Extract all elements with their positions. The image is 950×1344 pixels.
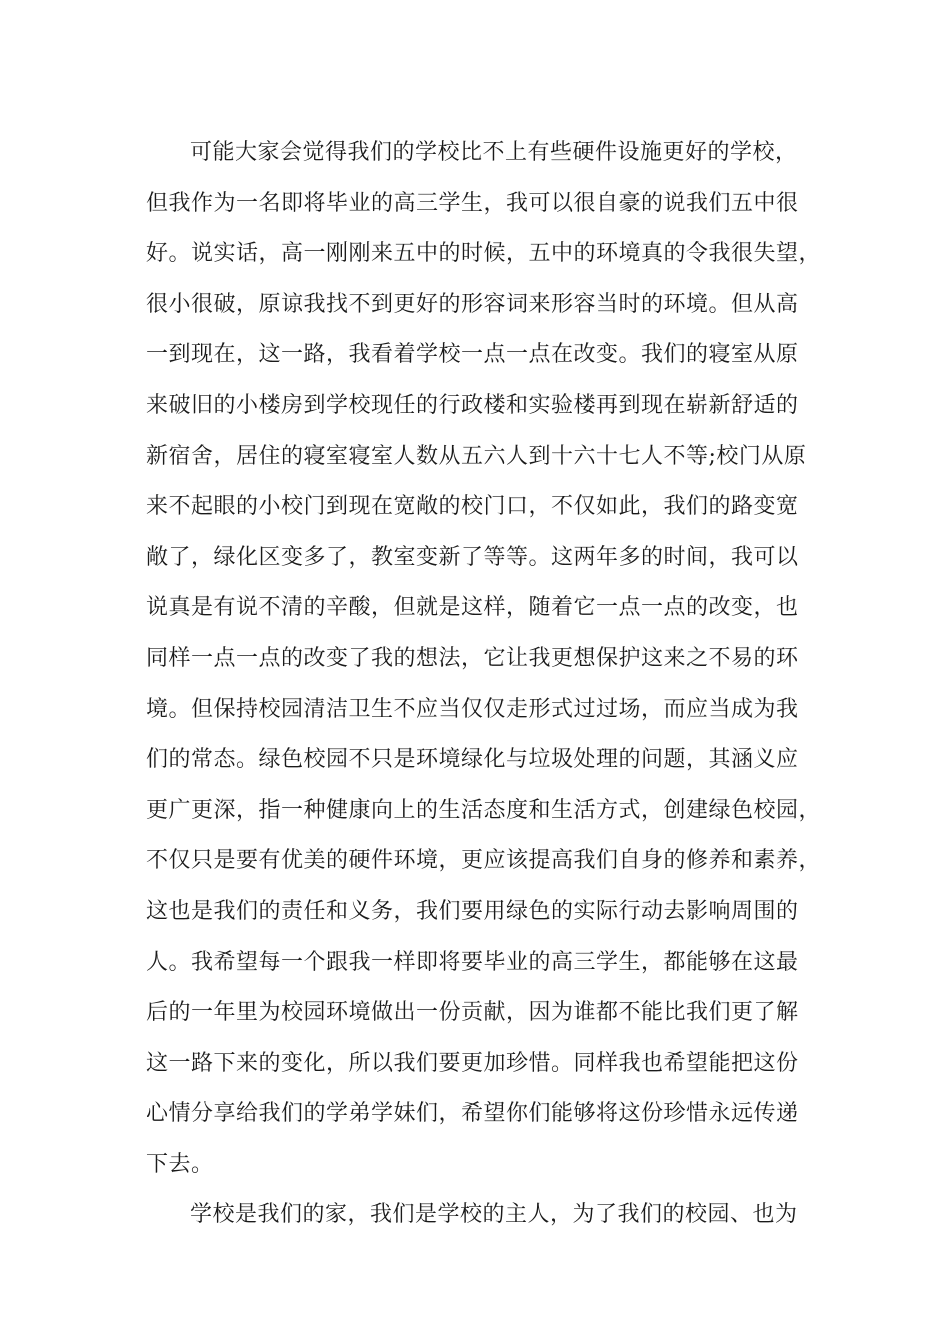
text-line: 境。但保持校园清洁卫生不应当仅仅走形式过过场，而应当成为我: [146, 696, 799, 722]
text-line: 同样一点一点的改变了我的想法，它让我更想保护这来之不易的环: [146, 645, 799, 671]
text-line: 一到现在，这一路，我看着学校一点一点在改变。我们的寝室从原: [146, 342, 799, 368]
text-line: 很小很破，原谅我找不到更好的形容词来形容当时的环境。但从高: [146, 291, 799, 317]
text-line: 人。我希望每一个跟我一样即将要毕业的高三学生，都能够在这最: [146, 949, 799, 975]
text-line: 不仅只是要有优美的硬件环境，更应该提高我们自身的修养和素养，: [146, 848, 822, 874]
text-line: 但我作为一名即将毕业的高三学生，我可以很自豪的说我们五中很: [146, 190, 799, 216]
body-text: [146, 128, 826, 1241]
text-line: 说真是有说不清的辛酸，但就是这样，随着它一点一点的改变，也: [146, 595, 799, 621]
text-line: 们的常态。绿色校园不只是环境绿化与垃圾处理的问题，其涵义应: [146, 747, 799, 773]
text-line: 好。说实话，高一刚刚来五中的时候，五中的环境真的令我很失望，: [146, 241, 822, 267]
text-line: 敞了，绿化区变多了，教室变新了等等。这两年多的时间，我可以: [146, 544, 799, 570]
text-line: 可能大家会觉得我们的学校比不上有些硬件设施更好的学校，: [190, 140, 798, 165]
text-line: 来破旧的小楼房到学校现任的行政楼和实验楼再到现在崭新舒适的: [146, 392, 799, 418]
text-line: 更广更深，指一种健康向上的生活态度和生活方式，创建绿色校园，: [146, 797, 822, 823]
text-line: 新宿舍，居住的寝室寝室人数从五六人到十六十七人不等;校门从原: [146, 443, 807, 469]
text-line: 来不起眼的小校门到现在宽敞的校门口，不仅如此，我们的路变宽: [146, 494, 799, 520]
text-line: 下去。: [146, 1151, 214, 1177]
text-line: 心情分享给我们的学弟学妹们，希望你们能够将这份珍惜永远传递: [146, 1101, 799, 1127]
text-line: 这一路下来的变化，所以我们要更加珍惜。同样我也希望能把这份: [146, 1050, 799, 1076]
text-line: 学校是我们的家，我们是学校的主人，为了我们的校园、也为: [190, 1202, 798, 1228]
text-line: 这也是我们的责任和义务，我们要用绿色的实际行动去影响周围的: [146, 898, 799, 924]
text-line: 后的一年里为校园环境做出一份贡献，因为谁都不能比我们更了解: [146, 1000, 799, 1026]
